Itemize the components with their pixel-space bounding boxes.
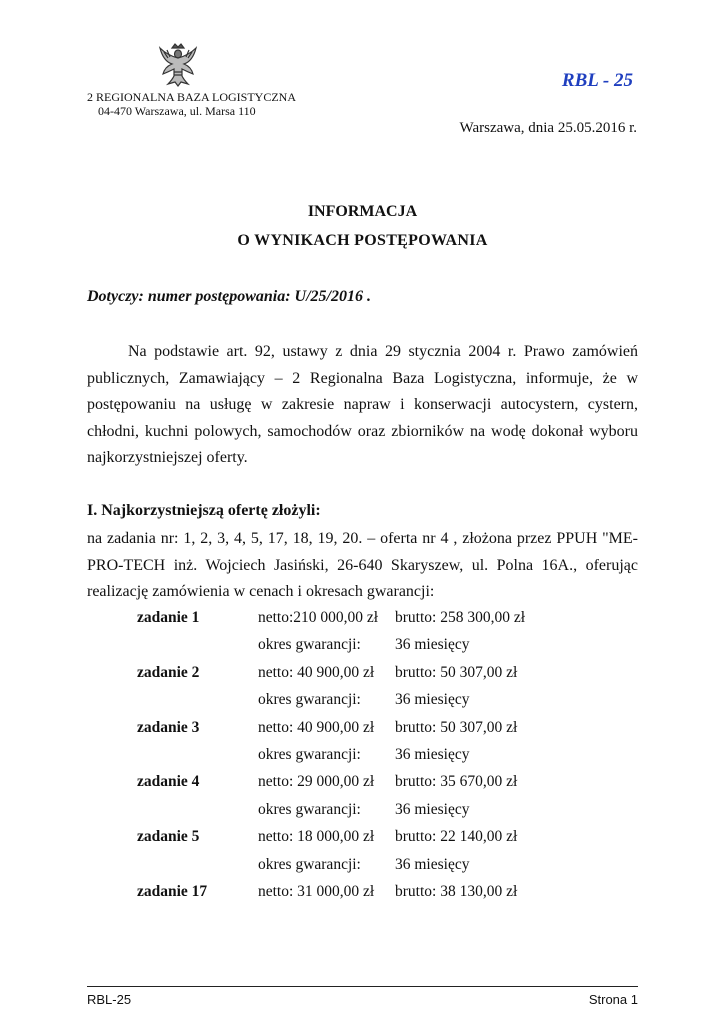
- task-netto: netto: 29 000,00 zł: [258, 773, 375, 791]
- warranty-value: 36 miesięcy: [395, 800, 470, 818]
- section-heading: I. Najkorzystniejszą ofertę złożyli:: [87, 502, 321, 519]
- task-netto: netto: 18 000,00 zł: [258, 828, 375, 846]
- document-code: RBL - 25: [561, 70, 633, 91]
- task-name: zadanie 2: [137, 663, 200, 681]
- task-name: zadanie 17: [137, 882, 208, 900]
- document-subtitle: O WYNIKACH POSTĘPOWANIA: [237, 232, 488, 249]
- warranty-label: okres gwarancji:: [258, 800, 361, 818]
- intro-paragraph: Na podstawie art. 92, ustawy z dnia 29 stycznia 2004 r. Prawo zamówień publicznych, Zamawiający – 2 Regionalna Baza Logistyczna, informuje, że w postępowaniu na usługę w zakresie napraw i konserwacji autocystern, cystern, chłodni, kuchni polowych, samochodów oraz zbiorników na wodę dokonał wyboru najkorzystniejszej oferty.: [87, 343, 638, 466]
- task-name: zadanie 5: [137, 828, 200, 846]
- offer-paragraph: na zadania nr: 1, 2, 3, 4, 5, 17, 18, 19, 20. – oferta nr 4 , złożona przez PPUH "ME-PRO-TECH inż. Wojciech Jasiński, 26-640 Skaryszew, ul. Polna 16A., oferując realizację zamówienia w cenach i okresach gwarancji:: [87, 530, 638, 600]
- warranty-value: 36 miesięcy: [395, 636, 470, 654]
- polish-eagle-icon: [158, 42, 198, 88]
- task-brutto: brutto: 35 670,00 zł: [395, 773, 518, 791]
- document-date: Warszawa, dnia 25.05.2016 r.: [459, 120, 637, 136]
- warranty-label: okres gwarancji:: [258, 855, 361, 873]
- task-brutto: brutto: 50 307,00 zł: [395, 663, 518, 681]
- warranty-label: okres gwarancji:: [258, 691, 361, 709]
- task-netto: netto: 40 900,00 zł: [258, 718, 375, 736]
- footer-divider: [87, 986, 638, 987]
- footer-document-code: RBL-25: [87, 992, 132, 1007]
- task-netto: netto: 40 900,00 zł: [258, 663, 375, 681]
- warranty-value: 36 miesięcy: [395, 691, 470, 709]
- task-brutto: brutto: 38 130,00 zł: [395, 882, 518, 900]
- task-name: zadanie 4: [137, 773, 200, 791]
- warranty-label: okres gwarancji:: [258, 636, 361, 654]
- subject-line: Dotyczy: numer postępowania: U/25/2016 .: [87, 288, 371, 305]
- warranty-label: okres gwarancji:: [258, 745, 361, 763]
- task-netto: netto:210 000,00 zł: [258, 609, 379, 626]
- organization-address: 04-470 Warszawa, ul. Marsa 110: [98, 104, 256, 118]
- task-brutto: brutto: 50 307,00 zł: [395, 718, 518, 736]
- warranty-value: 36 miesięcy: [395, 745, 470, 763]
- organization-name: 2 REGIONALNA BAZA LOGISTYCZNA: [87, 90, 296, 104]
- warranty-value: 36 miesięcy: [395, 855, 470, 873]
- task-brutto: brutto: 258 300,00 zł: [395, 609, 526, 626]
- task-name: zadanie 1: [137, 609, 200, 626]
- task-netto: netto: 31 000,00 zł: [258, 882, 375, 900]
- task-name: zadanie 3: [137, 718, 200, 736]
- document-title: INFORMACJA: [307, 203, 418, 220]
- task-brutto: brutto: 22 140,00 zł: [395, 828, 518, 846]
- footer-page-number: Strona 1: [588, 992, 638, 1007]
